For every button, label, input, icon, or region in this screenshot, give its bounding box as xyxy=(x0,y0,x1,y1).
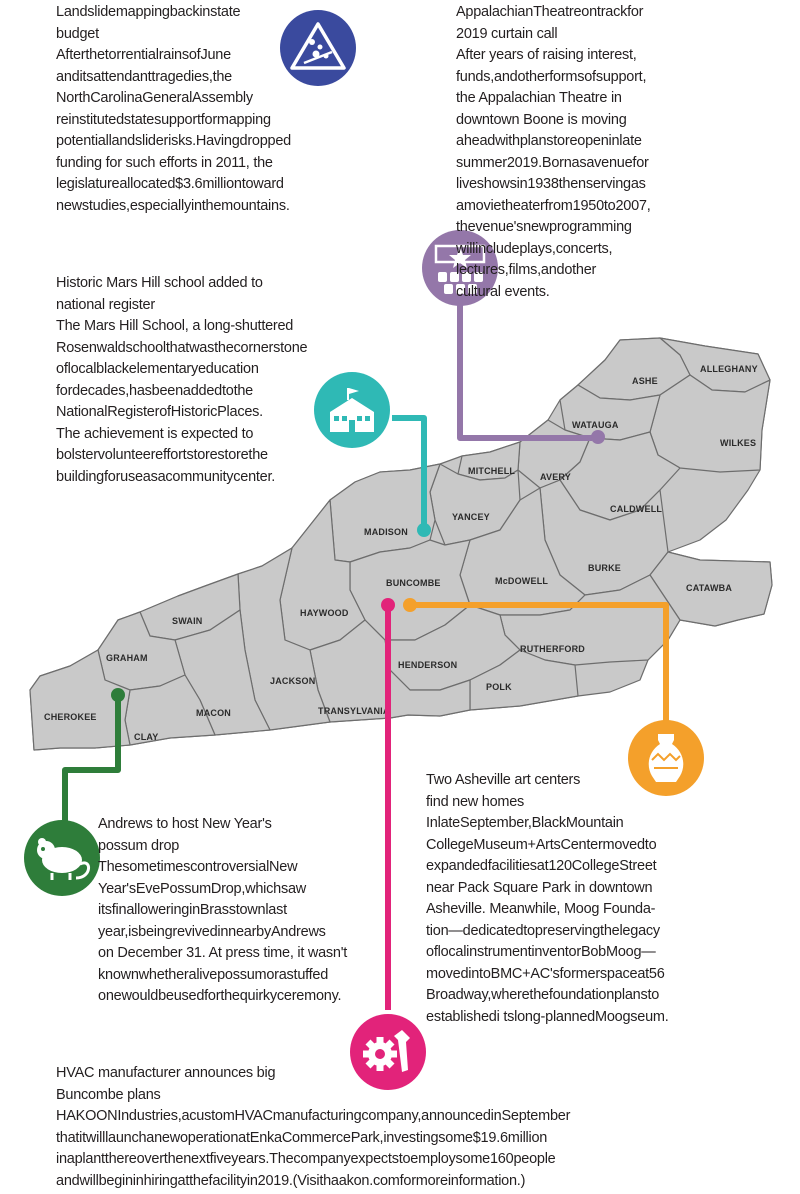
story-art xyxy=(426,770,746,1028)
possum-icon xyxy=(24,820,100,896)
county-label-burke: BURKE xyxy=(588,563,622,573)
story-hvac xyxy=(56,1063,756,1192)
story-theatre xyxy=(456,2,796,303)
county-label-jackson: JACKSON xyxy=(270,676,316,686)
story-body: AfterthetorrentialrainsofJune anditsattendanttragedies,the NorthCarolinaGeneralAssembly reinstitutedstatesupportformapping potentiallandsliderisks.Havingdropped funding for such efforts in 2011, the legislatureallocated$3.6milliontoward newstudies,especiallyinthemountains. xyxy=(56,47,291,214)
county-label-caldwell: CALDWELL xyxy=(610,504,663,514)
pin-possum xyxy=(111,688,125,702)
story-title: Two Asheville art centers find new homes xyxy=(426,772,581,810)
county-label-avery: AVERY xyxy=(540,472,572,482)
county-label-mcdowell: McDOWELL xyxy=(495,576,549,586)
county-label-ashe: ASHE xyxy=(632,376,658,386)
county-label-graham: GRAHAM xyxy=(106,653,148,663)
county-label-wilkes: WILKES xyxy=(720,438,757,448)
pin-theatre xyxy=(591,430,605,444)
county-label-clay: CLAY xyxy=(134,732,159,742)
story-landslide xyxy=(56,2,316,217)
county-label-transylvania: TRANSYLVANIA xyxy=(318,706,390,716)
county-label-watauga: WATAUGA xyxy=(572,420,619,430)
county-label-catawba: CATAWBA xyxy=(686,583,733,593)
story-title: AppalachianTheatreontrackfor 2019 curtain call xyxy=(456,4,644,42)
story-school xyxy=(56,273,346,488)
county-label-swain: SWAIN xyxy=(172,616,203,626)
story-title: Andrews to host New Year's possum drop xyxy=(98,816,272,854)
story-body: InlateSeptember,BlackMountain CollegeMuseum+ArtsCentermovedto expandedfacilitiesat120CollegeStreet near Pack Square Park in downtown Asheville. Meanwhile, Moog Founda- tion—dedicatedtopreservingthelegacy oflocalinstrumentinventorBobMoog— movedintoBMC+AC'sformerspaceat56 Broadway,wherethefoundationplansto establishedi tslong-plannedMoogseum. xyxy=(426,815,669,1025)
story-body: The Mars Hill School, a long-shuttered Rosenwaldschoolthatwasthecornerstone oflocalblackelementaryeducation fordecades,hasbeenaddedtothe NationalRegisterofHistoricPlaces. The achievement is expected to bolstervolunteereffortstorestorethe buildingforuseasacommunitycenter. xyxy=(56,318,308,485)
story-body: ThesometimescontroversialNew Year'sEvePossumDrop,whichsaw itsfinalloweringinBrasstownlast year,isbeingrevivedinnearbyAndrews on December 31. At press time, it wasn't knownwhetheralivepossumorastuffed onewouldbeusedforthequirkyceremony. xyxy=(98,859,348,1004)
county-label-buncombe: BUNCOMBE xyxy=(386,578,441,588)
pin-school xyxy=(417,523,431,537)
pin-hvac xyxy=(381,598,395,612)
county-label-macon: MACON xyxy=(196,708,231,718)
pin-art xyxy=(403,598,417,612)
story-title: Landslidemappingbackinstate budget xyxy=(56,4,241,42)
county-label-alleghany: ALLEGHANY xyxy=(700,364,758,374)
county-label-mitchell: MITCHELL xyxy=(468,466,516,476)
story-body: After years of raising interest, funds,andotherformsofsupport, the Appalachian Theatre in downtown Boone is moving aheadwithplanstoreopeninlate summer2019.Bornasavenuefor liveshowsin1938thenservingas amovietheaterfrom1950to2007, thevenue'snewprogramming willincludeplays,concerts, lectures,films,andother cultural events. xyxy=(456,47,651,300)
county-label-henderson: HENDERSON xyxy=(398,660,458,670)
story-possum xyxy=(98,814,398,1008)
county-label-cherokee: CHEROKEE xyxy=(44,712,97,722)
story-body: HAKOONIndustries,acustomHVACmanufacturingcompany,announcedinSeptember thatitwilllaunchanewoperationatEnkaCommercePark,investingsome$19.6million inaplantthereoverthenextfiveyears.Thecompanyexpectstoemploysome160people andwillbegininhiringatthefacilityin2019.(Visithaakon.comformoreinformation.) xyxy=(56,1108,571,1189)
story-title: HVAC manufacturer announces big Buncombe plans xyxy=(56,1065,276,1103)
county-label-rutherford: RUTHERFORD xyxy=(520,644,585,654)
county-label-madison: MADISON xyxy=(364,527,408,537)
county-wilkes xyxy=(650,375,770,472)
county-label-polk: POLK xyxy=(486,682,512,692)
county-label-haywood: HAYWOOD xyxy=(300,608,349,618)
story-title: Historic Mars Hill school added to national register xyxy=(56,275,263,313)
county-label-yancey: YANCEY xyxy=(452,512,490,522)
